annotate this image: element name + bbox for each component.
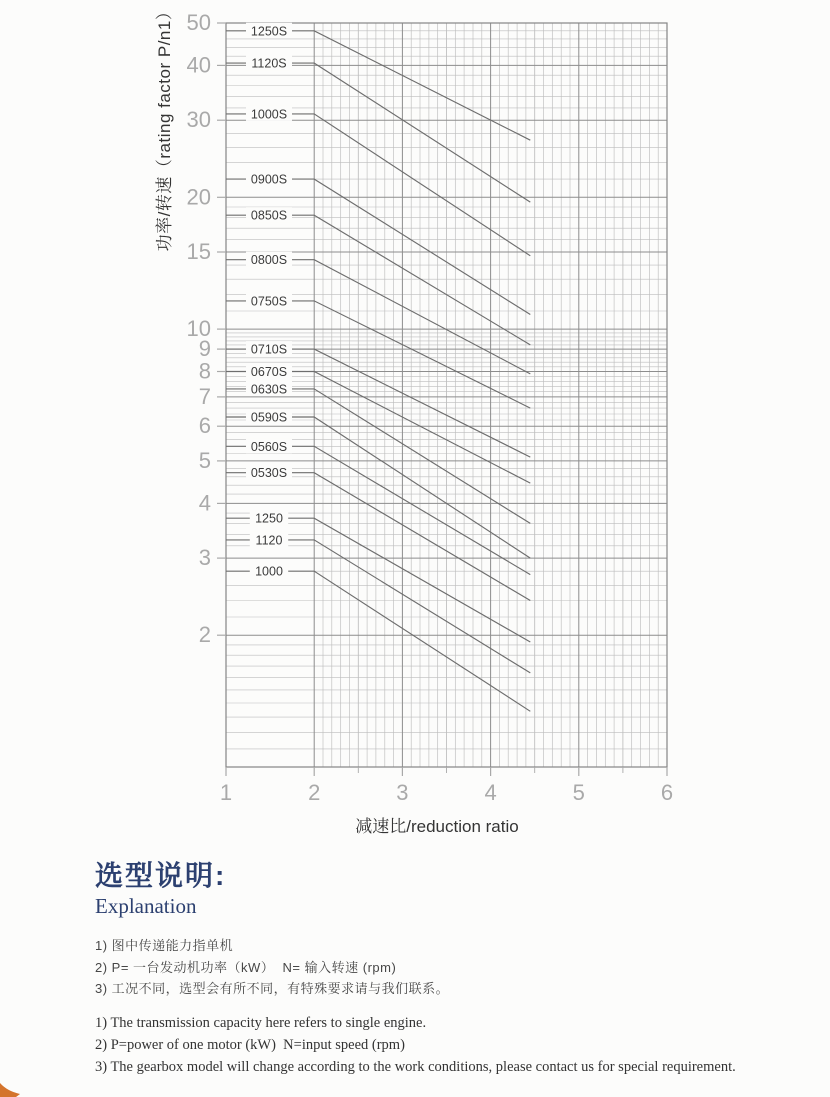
- y-tick-label: 8: [198, 358, 211, 384]
- note-en-2: 2) P=power of one motor (kW) N=input speed (rpm): [95, 1036, 405, 1053]
- series-label-1000S: 1000S: [250, 107, 288, 122]
- series-label-0670S: 0670S: [250, 365, 288, 379]
- y-tick-label: 2: [198, 622, 211, 648]
- note-en-3: 3) The gearbox model will change according to the work conditions, please contact us for special requirement.: [95, 1058, 736, 1075]
- y-axis-title: 功率/转速（rating factor P/n1）: [155, 2, 174, 252]
- x-tick-label: 3: [396, 780, 409, 805]
- series-label-0710S: 0710S: [250, 342, 288, 357]
- note-en-1: 1) The transmission capacity here refers to single engine.: [95, 1014, 427, 1031]
- x-tick-label: 1: [219, 780, 233, 805]
- series-label-0560S: 0560S: [250, 439, 288, 454]
- series-label-0900S: 0900S: [250, 172, 288, 187]
- y-tick-label: 20: [186, 184, 211, 210]
- series-line-0800S: [226, 260, 530, 374]
- y-tick-label: 40: [186, 52, 211, 78]
- series-line-1120: [226, 540, 530, 673]
- orange-swoosh-decoration: [0, 1080, 30, 1097]
- series-label-0850S: 0850S: [250, 208, 288, 223]
- series-label-1120: 1120: [255, 533, 283, 548]
- series-label-1120S: 1120S: [251, 56, 287, 71]
- x-tick-label: 5: [572, 780, 585, 805]
- y-tick-label: 30: [186, 107, 211, 133]
- y-tick-label: 10: [186, 316, 211, 342]
- series-label-1000: 1000: [255, 564, 283, 579]
- y-tick-label: 50: [186, 10, 211, 35]
- series-line-1000: [226, 571, 530, 711]
- series-label-0750S: 0750S: [250, 294, 288, 309]
- y-tick-label: 5: [198, 447, 211, 473]
- note-zh-2: 2) P= 一台发动机功率（kW） N= 输入转速 (rpm): [95, 959, 397, 975]
- series-label-0800S: 0800S: [250, 253, 288, 268]
- notes-en: [95, 1012, 795, 1078]
- series-label-0630S: 0630S: [250, 382, 288, 397]
- series-label-1250S: 1250S: [250, 24, 288, 39]
- explanation-section: [95, 860, 795, 1078]
- x-axis-title: 减速比/reduction ratio: [355, 817, 519, 836]
- x-tick-label: 4: [484, 780, 497, 805]
- x-tick-label: 2: [308, 780, 321, 805]
- notes-zh: [95, 935, 795, 1000]
- explanation-title-en: Explanation: [95, 894, 197, 918]
- y-tick-label: 3: [198, 545, 211, 571]
- series-line-0850S: [226, 215, 530, 345]
- swoosh-shape: [0, 1083, 20, 1097]
- y-tick-label: 4: [198, 490, 211, 516]
- y-tick-label: 9: [198, 336, 211, 362]
- y-tick-label: 6: [198, 413, 211, 439]
- y-tick-label: 7: [198, 383, 211, 409]
- note-zh-1: 1) 图中传递能力指单机: [95, 938, 234, 953]
- explanation-title-zh: 选型说明:: [95, 860, 227, 891]
- y-tick-label: 15: [186, 239, 211, 264]
- series-label-0590S: 0590S: [250, 410, 288, 425]
- note-zh-3: 3) 工况不同，选型会有所不同，有特殊要求请与我们联系。: [95, 981, 450, 996]
- series-label-0530S: 0530S: [250, 466, 288, 481]
- x-tick-label: 6: [660, 780, 674, 805]
- series-label-1250: 1250: [255, 511, 283, 526]
